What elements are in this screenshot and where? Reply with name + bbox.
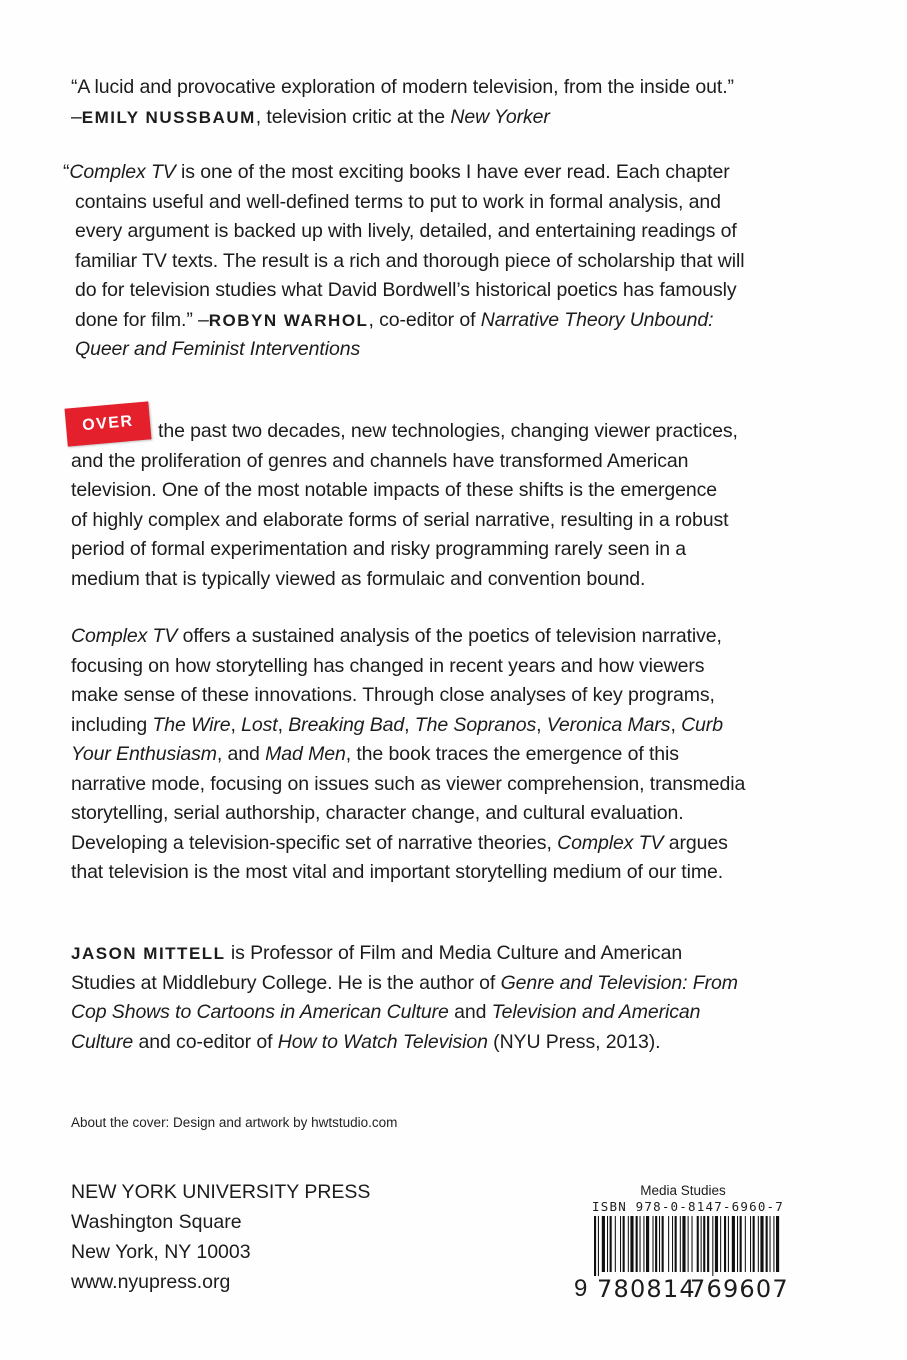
blurb-emily-nussbaum (71, 73, 801, 132)
barcode-bar (745, 1216, 746, 1272)
barcode-bar (623, 1216, 625, 1272)
barcode-bar (630, 1216, 633, 1272)
book-category: Media Studies (640, 1183, 726, 1198)
blurb-robyn-warhol: “Complex TV is one of the most exciting books I have ever read. Each chapter contains useful and well-defined terms to put to work in formal analysis, and every argument is backed up with lively, detailed, and entertaining readings of familiar TV texts. The result is a rich and thorough piece of scholarship that will do for television studies what David Bordwell’s historical poetics has famously done for film.” –ROBYN WARHOL, co-editor of Narrative Theory Unbound: Queer and Feminist Interventions (63, 161, 745, 360)
barcode-bar (724, 1216, 726, 1272)
description-paragraph-2: Complex TV offers a sustained analysis of the poetics of television narrative, focusing on how storytelling has changed in recent years and how viewers make sense of these innovations. Through close analyses of key programs, including The Wire, Lost, Breaking Bad, The Sopranos, Veronica Mars, Curb Your Enthusiasm, and Mad Men, the book traces the emergence of this narrative mode, focusing on issues such as viewer comprehension, transmedia storytelling, serial authorship, character change, and cultural evaluation. Developing a television-specific set of narrative theories, Complex TV argues that television is the most vital and important storytelling medium of our time. (71, 625, 746, 883)
barcode-bar (703, 1216, 705, 1272)
publisher-website[interactable]: www.nyupress.org (71, 1271, 231, 1293)
publisher-street: Washington Square (71, 1211, 242, 1233)
description-paragraph-1: the past two decades, new technologies, changing viewer practices, and the proliferation of genres and channels have transformed American television. One of the most notable impacts of these shifts is the emergence of highly complex and elaborate forms of serial narrative, resulting in a robust period of formal experimentation and risky programming rarely seen in a medium that is typically viewed as formulaic and convention bound. (71, 420, 738, 590)
barcode-bar (655, 1216, 657, 1272)
barcode-bar (750, 1216, 751, 1272)
barcode-bar (610, 1216, 612, 1272)
barcode-bar (643, 1216, 644, 1272)
barcode-bar (646, 1216, 649, 1272)
barcode-bar (602, 1216, 605, 1272)
barcode-bar (770, 1216, 771, 1272)
barcode-bar (594, 1216, 596, 1276)
barcode-block (574, 1183, 784, 1276)
barcode-digits-left: 780814 (597, 1275, 696, 1303)
barcode-bar (697, 1216, 699, 1272)
barcode-bar (682, 1216, 685, 1272)
barcode-bar (668, 1216, 669, 1272)
publication-name: New Yorker (450, 105, 550, 128)
barcode-bar (672, 1216, 673, 1272)
barcode-bar (732, 1216, 735, 1272)
barcode-bar (773, 1216, 774, 1272)
barcode-digits-right: 769607 (690, 1275, 789, 1303)
author-bio: JASON MITTELL is Professor of Film and Media Culture and American Studies at Middlebury College. He is the author of Genre and Television: From Cop Shows to Cartoons in American Culture and Television and American Culture and co-editor of How to Watch Television (NYU Press, 2013). (71, 942, 738, 1053)
publisher-name: NEW YORK UNIVERSITY PRESS (71, 1181, 371, 1203)
barcode-bar (776, 1216, 779, 1272)
barcode-bar (607, 1216, 608, 1272)
barcode-bar (701, 1216, 702, 1272)
barcode-bar (662, 1216, 664, 1272)
barcode-lead-digit: 9 (574, 1275, 588, 1302)
barcode-bar (680, 1216, 681, 1272)
critic-name: EMILY NUSSBAUM (81, 107, 256, 127)
barcode-bar (737, 1216, 738, 1272)
isbn-text: ISBN 978-0-8147-6960-7 (592, 1199, 784, 1214)
barcode-bar (758, 1216, 759, 1272)
publisher-city: New York, NY 10003 (71, 1241, 251, 1263)
book-title: Complex TV (69, 161, 176, 183)
critic-name: ROBYN WARHOL (208, 310, 369, 330)
barcode-bar (712, 1216, 713, 1276)
barcode-bar (688, 1216, 689, 1272)
barcode-bar (740, 1216, 742, 1272)
barcode-bar (715, 1216, 718, 1272)
barcode-bar (766, 1216, 768, 1272)
barcode-bar (720, 1216, 721, 1272)
barcode-bar (760, 1216, 763, 1272)
author-name: JASON MITTELL (71, 944, 226, 963)
barcode-bar (692, 1216, 693, 1272)
barcode-bar (620, 1216, 621, 1272)
barcode-bar (753, 1216, 755, 1272)
cover-credit: About the cover: Design and artwork by hwtstudio.com (71, 1115, 398, 1130)
barcode-bar (598, 1216, 599, 1276)
barcode-bar (675, 1216, 677, 1272)
barcode-bar (628, 1216, 629, 1272)
barcode-bar (615, 1216, 616, 1272)
barcode-bar (707, 1216, 709, 1272)
publisher-info (71, 1177, 370, 1297)
barcode-bar (640, 1216, 641, 1272)
blurb-attribution: –EMILY NUSSBAUM, television critic at the New Yorker (71, 105, 550, 128)
barcode-bar (728, 1216, 729, 1272)
barcode-bar (659, 1216, 660, 1272)
over-stamp-label: OVER (65, 401, 152, 446)
barcode-graphic (594, 1216, 784, 1276)
blurb-quote-text: “A lucid and provocative exploration of modern television, from the inside out.” (71, 76, 734, 98)
barcode-bar (653, 1216, 654, 1272)
barcode-bars (594, 1216, 784, 1276)
barcode-bar (636, 1216, 638, 1272)
